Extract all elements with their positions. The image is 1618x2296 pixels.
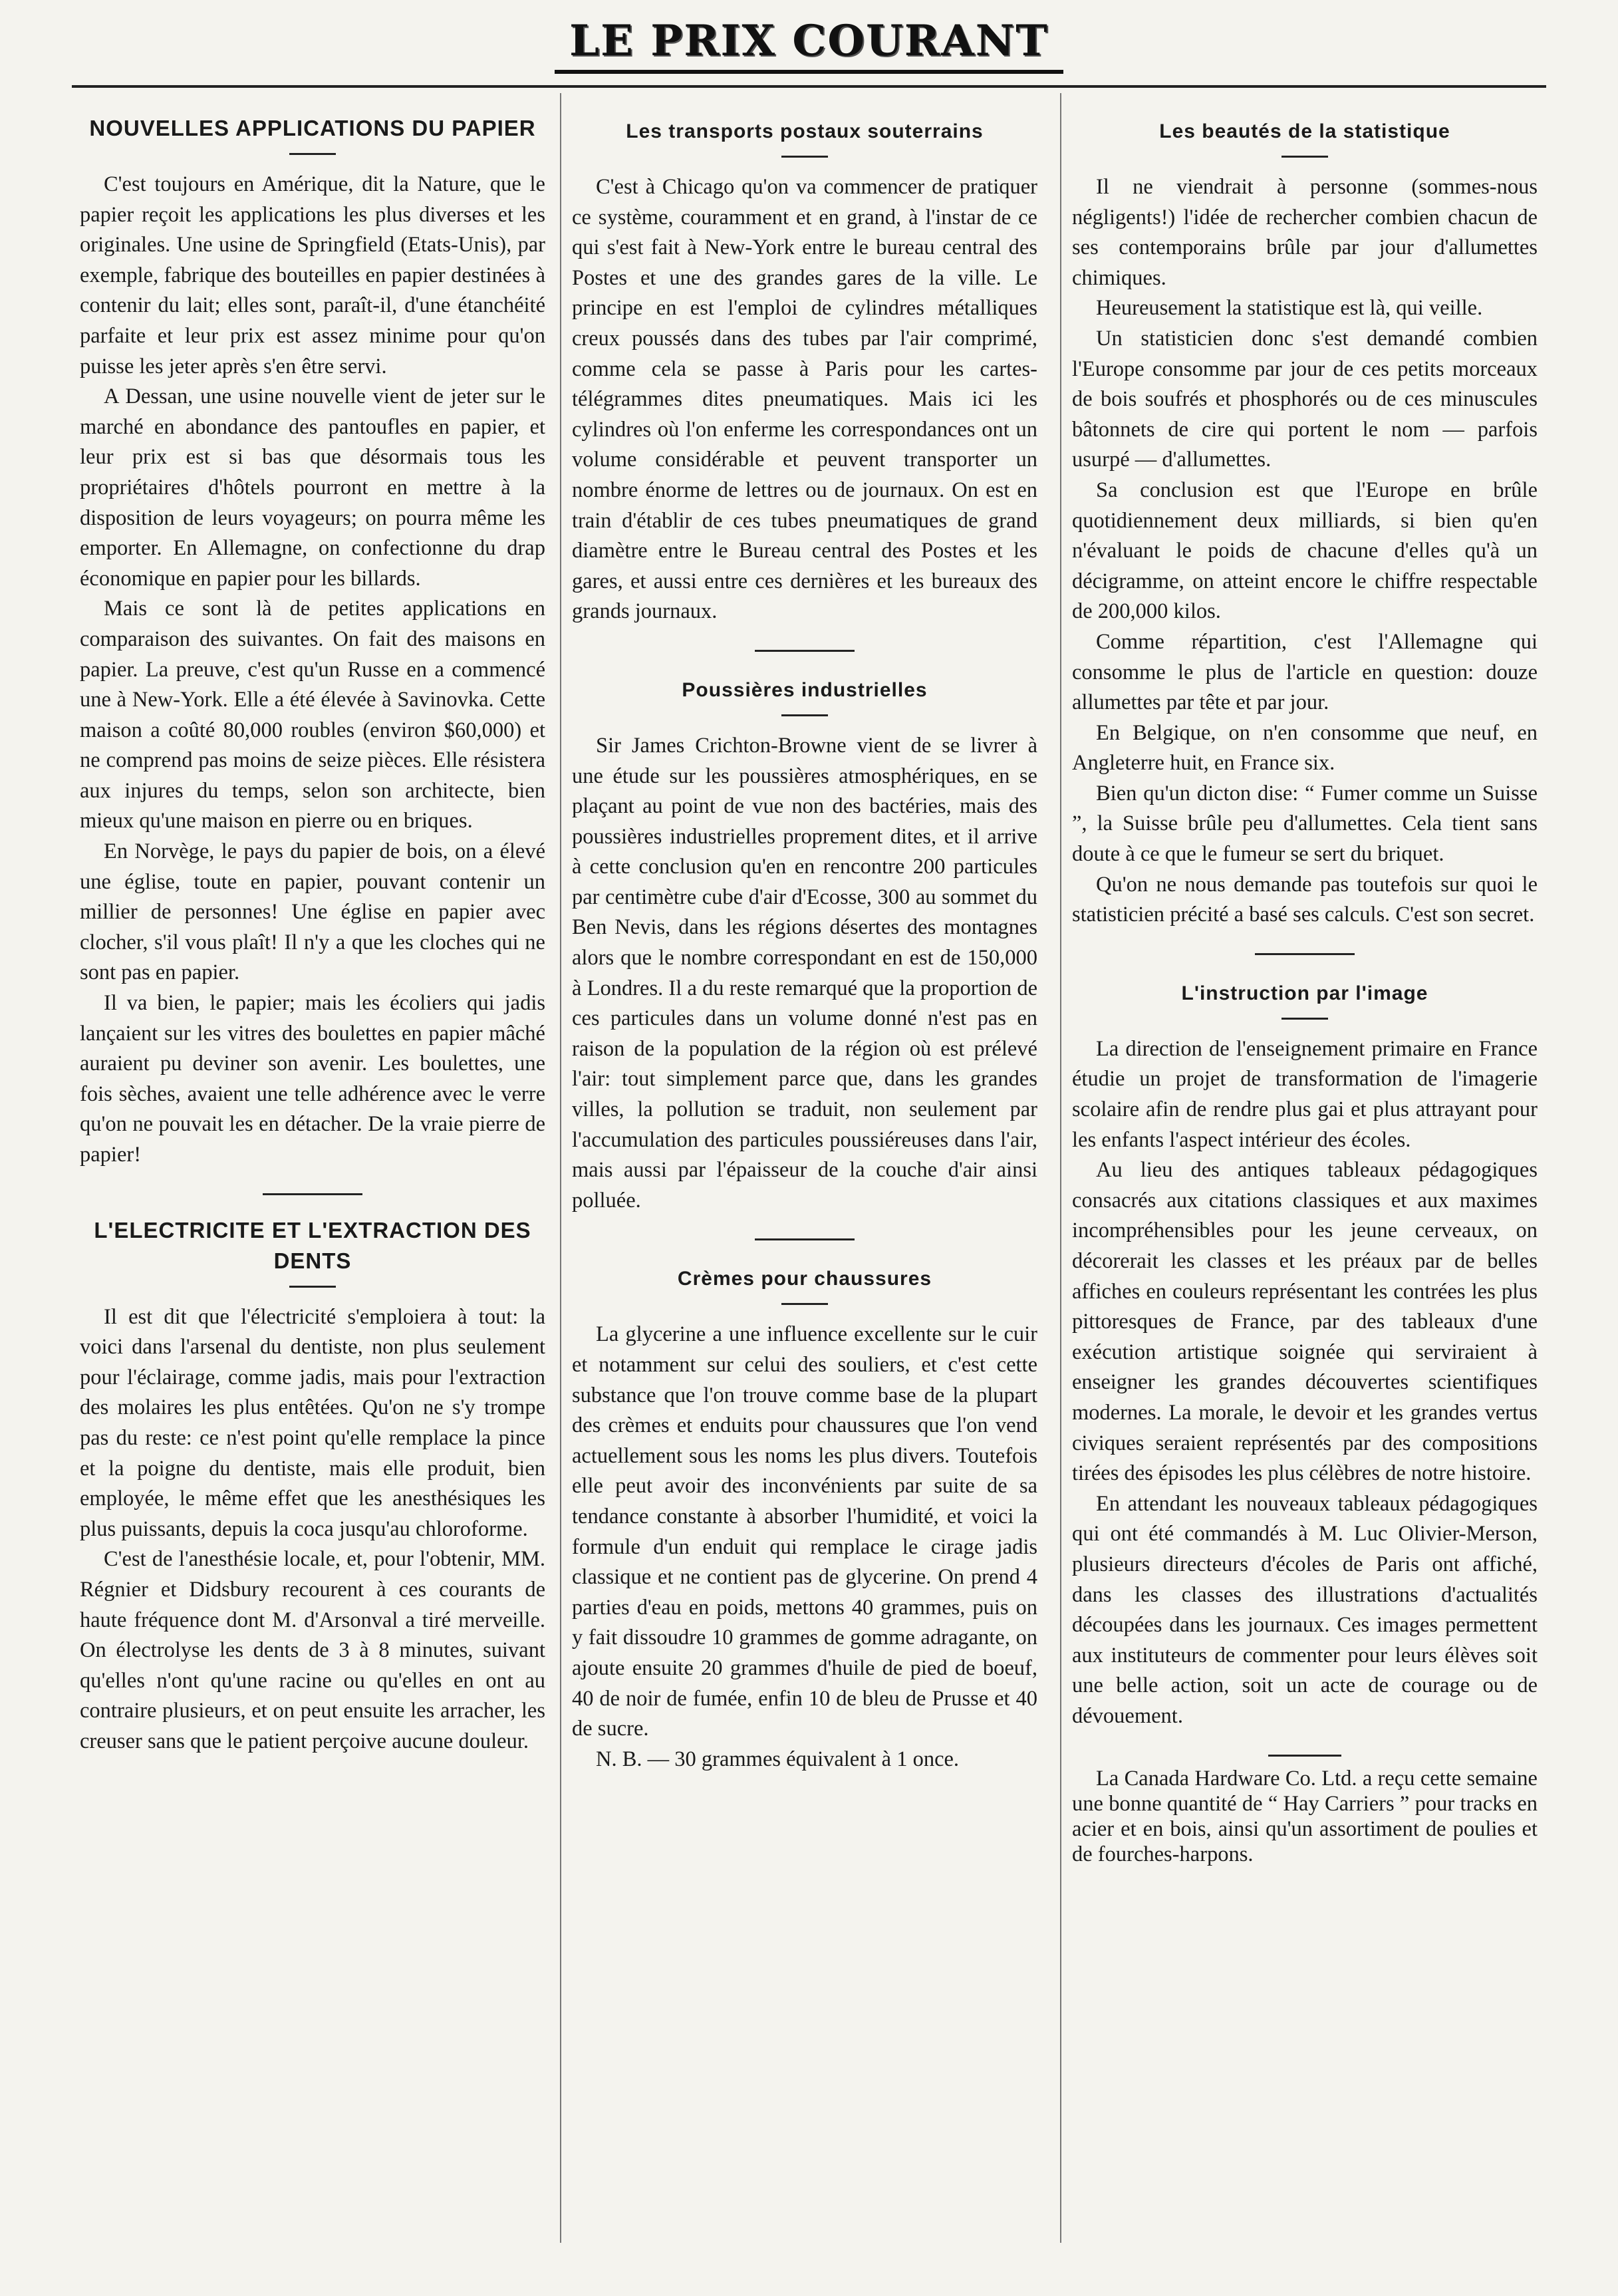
- masthead-logo: LE PRIX COURANT: [555, 12, 1063, 74]
- paragraph: Au lieu des antiques tableaux pédagogiques consacrés aux citations classiques et aux maximes incompréhensibles pour les jeune cerveaux, on décorerait les classes et les préaux par de belles affiches en couleurs représentant les contrées les plus pittoresques de France, par des tableaux d'une exécution artistique soignée qui serviraient à enseigner les grandes découvertes scientifiques modernes. La morale, le devoir et les grandes vertus civiques seraient représentés par des compositions tirées des épisodes les plus célèbres de notre histoire.: [1072, 1158, 1538, 1486]
- paragraph: A Dessan, une usine nouvelle vient de jeter sur le marché en abondance des pantoufles en papier, et leur prix est si bas que désormais tous les propriétaires d'hôtels pourront en mettre à la disposition de leurs voyageurs; on pourra même les emporter. En Allemagne, on confectionne du drap économique en papier pour les billards.: [80, 384, 545, 591]
- article-chaussures: [572, 1264, 1037, 1775]
- paragraph: C'est de l'anesthésie locale, et, pour l'obtenir, MM. Régnier et Didsbury recourent à ces courants de haute fréquence dont M. d'Arsonval a tiré merveille. On électrolyse les dents de 3 à 8 minutes, suivant qu'elles n'ont qu'une racine ou qu'elles en ont au contraire plusieurs, et on peut ensuite les arracher, les creuser sans que le patient perçoive aucune douleur.: [80, 1547, 545, 1753]
- title-rule: [289, 153, 336, 155]
- paragraph: En Norvège, le pays du papier de bois, on a élevé une église, toute en papier, pouvant contenir un millier de personnes! Une église en papier avec clocher, s'il vous plaît! Il n'y a que les cloches qui ne sont pas en papier.: [80, 839, 545, 985]
- article-title: Les beautés de la statistique: [1159, 120, 1450, 142]
- article-dents: [80, 1215, 545, 1757]
- paragraph: Qu'on ne nous demande pas toutefois sur quoi le statisticien précité a basé ses calculs. C'est son secret.: [1072, 872, 1538, 927]
- paragraph: C'est à Chicago qu'on va commencer de pratiquer ce système, couramment et en grand, à l'instar de ce qui s'est fait à New-York entre le bureau central des Postes et une des grandes gares de la ville. Le principe en est l'emploi de cylindres métalliques creux poussés dans des tubes par l'air comprimé, comme cela se passe à Paris pour les cartes-télégrammes dites pneumatiques. Mais ici les cylindres où l'on enferme les correspondances ont un volume considérable et peuvent transporter un nombre énorme de lettres ou de journaux. On est en train d'établir de ces tubes pneumatiques de grand diamètre entre le Bureau central des Postes et les gares, et aussi entre ces dernières et les bureaux des grands journaux.: [572, 175, 1037, 624]
- article-statistique: [1072, 117, 1538, 931]
- paragraph: Heureusement la statistique est là, qui veille.: [1096, 296, 1483, 321]
- article-divider: [755, 1238, 855, 1240]
- column-separator: [560, 93, 561, 2243]
- article-divider: [1255, 953, 1355, 955]
- article-poussieres: [572, 676, 1037, 1217]
- article-title: Les transports postaux souterrains: [626, 120, 984, 142]
- paragraph: Sir James Crichton-Browne vient de se livrer à une étude sur les poussières atmosphériques, en se plaçant au point de vue non des bactéries, mais des poussières industrielles proprement dites, et il arrive à cette conclusion qu'en en rencontre 200 particules par centimètre cube d'air d'Ecosse, 300 au sommet du Ben Nevis, dans les régions désertes des montagnes alors que le nombre correspondant en est de 150,000 à Londres. Il a du reste remarqué que la proportion de ces particules dans un volume donné n'est pas en raison de la population de la région où est prélevé l'air: tout simplement parce que, dans les grandes villes, la pollution se traduit, non seulement par l'accumulation des particules poussiéreuses dans l'air, mais aussi par l'épaisseur de la couche d'air ainsi polluée.: [572, 733, 1037, 1213]
- column-separator: [1060, 93, 1061, 2243]
- paragraph: Un statisticien donc s'est demandé combien l'Europe consomme par jour de ces petits morceaux de bois soufrés et phosphorés ou de ces minuscules bâtonnets de cire qui portent le nom — parfois usurpé — d'allumettes.: [1072, 326, 1538, 472]
- paragraph: C'est toujours en Amérique, dit la Nature, que le papier reçoit les applications les plus diverses et les originales. Une usine de Springfield (Etats-Unis), par exemple, fabrique des bouteilles en papier destinées à contenir du lait; elles sont, paraît-il, d'une étanchéité parfaite et leur prix est assez minime pour qu'on puisse les jeter après s'en être servi.: [80, 172, 545, 378]
- title-rule: [1281, 156, 1328, 158]
- paragraph: Il ne viendrait à personne (sommes-nous négligents!) l'idée de rechercher combien chacun de ses contemporains brûle par jour d'allumettes chimiques.: [1072, 175, 1538, 290]
- paragraph: Bien qu'un dicton dise: “ Fumer comme un Suisse ”, la Suisse brûle peu d'allumettes. Cela tient sans doute à ce que le fumeur se sert du briquet.: [1072, 781, 1538, 867]
- paragraph: La glycerine a une influence excellente sur le cuir et notamment sur celui des souliers, et c'est cette substance que l'on trouve comme base de la plupart des crèmes et enduits pour chaussures que l'on vend actuellement sous les noms les plus divers. Toutefois elle peut avoir des inconvénients par suite de sa tendance constante à absorber l'humidité, et voici la formule d'un enduit qui remplace le cirage jadis classique et ne contient pas de glycerine. On prend 4 parties d'eau en poids, mettons 40 grammes, puis on y fait dissoudre 10 grammes de gomme adragante, on ajoute ensuite 20 grammes d'huile de pied de boeuf, 40 de noir de fumée, enfin 10 de bleu de Prusse et 40 de sucre.: [572, 1322, 1037, 1741]
- paragraph: La direction de l'enseignement primaire en France étudie un projet de transformation de l'imagerie scolaire afin de rendre plus gai et plus attrayant pour les enfants l'aspect intérieur des écoles.: [1072, 1036, 1538, 1152]
- title-rule: [1281, 1018, 1328, 1020]
- title-rule: [289, 1286, 336, 1288]
- article-papier: [80, 113, 545, 1171]
- article-divider: [263, 1193, 362, 1195]
- paragraph: La Canada Hardware Co. Ltd. a reçu cette semaine une bonne quantité de “ Hay Carriers ” pour tracks en acier et en bois, ainsi qu'un assortiment de poulies et de fourches-harpons.: [1072, 1766, 1538, 1866]
- article-image: [1072, 979, 1538, 1732]
- article-title: L'instruction par l'image: [1181, 982, 1428, 1004]
- article-title: NOUVELLES APPLICATIONS DU PAPIER: [89, 116, 536, 140]
- title-rule: [781, 714, 828, 716]
- paragraph: En attendant les nouveaux tableaux pédagogiques qui ont été commandés à M. Luc Olivier-Merson, plusieurs directeurs d'écoles de Paris ont affiché, dans les classes des illustrations d'actualités découpées dans les journaux. Ces images permettent aux instituteurs de commenter pour leurs élèves soit une belle action, soit un acte de courage ou de dévouement.: [1072, 1491, 1538, 1728]
- paragraph: Mais ce sont là de petites applications en comparaison des suivantes. On fait des maisons en papier. La preuve, c'est qu'un Russe en a commencé une à New-York. Elle a été élevée à Savinovka. Cette maison a coûté 80,000 roubles (environ $60,000) et ne comprend pas moins de seize pièces. Elle résistera aux injures du temps, selon son architecte, bien mieux qu'une maison en pierre ou en briques.: [80, 597, 545, 833]
- column-left: [80, 93, 545, 2269]
- column-right: [1072, 93, 1538, 2269]
- title-rule: [781, 156, 828, 158]
- paragraph: Il va bien, le papier; mais les écoliers qui jadis lançaient sur les vitres des boulettes en papier mâché auraient pu deviner son avenir. Les boulettes, une fois sèches, avaient une telle adhérence avec le verre qu'on ne pouvait les en détacher. De la vraie pierre de papier!: [80, 991, 545, 1167]
- top-rule: [72, 85, 1546, 88]
- article-transports: [572, 117, 1037, 627]
- paragraph: Il est dit que l'électricité s'emploiera à tout: la voici dans l'arsenal du dentiste, non plus seulement pour l'éclairage, comme jadis, mais pour l'extraction des molaires les plus entêtées. Qu'on ne s'y trompe pas du reste: ce n'est point qu'elle remplace la pince et la poigne du dentiste, mais elle produit, bien employée, le même effet que les anesthésiques les plus puissants, depuis la coca jusqu'au chloroforme.: [80, 1304, 545, 1541]
- title-rule: [781, 1303, 828, 1305]
- article-title: L'ELECTRICITE ET L'EXTRACTION DES DENTS: [94, 1217, 531, 1273]
- article-divider: [1268, 1755, 1341, 1757]
- article-title: Poussières industrielles: [682, 678, 928, 701]
- paragraph: Comme répartition, c'est l'Allemagne qui consomme le plus de l'article en question: douze allumettes par tête et par jour.: [1072, 629, 1538, 715]
- paragraph: En Belgique, on n'en consomme que neuf, en Angleterre huit, en France six.: [1072, 720, 1538, 776]
- masthead: [0, 12, 1618, 74]
- paragraph: Sa conclusion est que l'Europe en brûle quotidiennement deux milliards, si bien qu'en n'évaluant le poids de chacune d'elles qu'à un décigramme, on atteint encore le chiffre respectable de 200,000 kilos.: [1072, 478, 1538, 624]
- paragraph: N. B. — 30 grammes équivalent à 1 once.: [596, 1747, 960, 1771]
- article-divider: [755, 650, 855, 652]
- article-canada-hardware: [1072, 1766, 1538, 1867]
- column-middle: [572, 93, 1037, 2269]
- article-title: Crèmes pour chaussures: [677, 1268, 932, 1290]
